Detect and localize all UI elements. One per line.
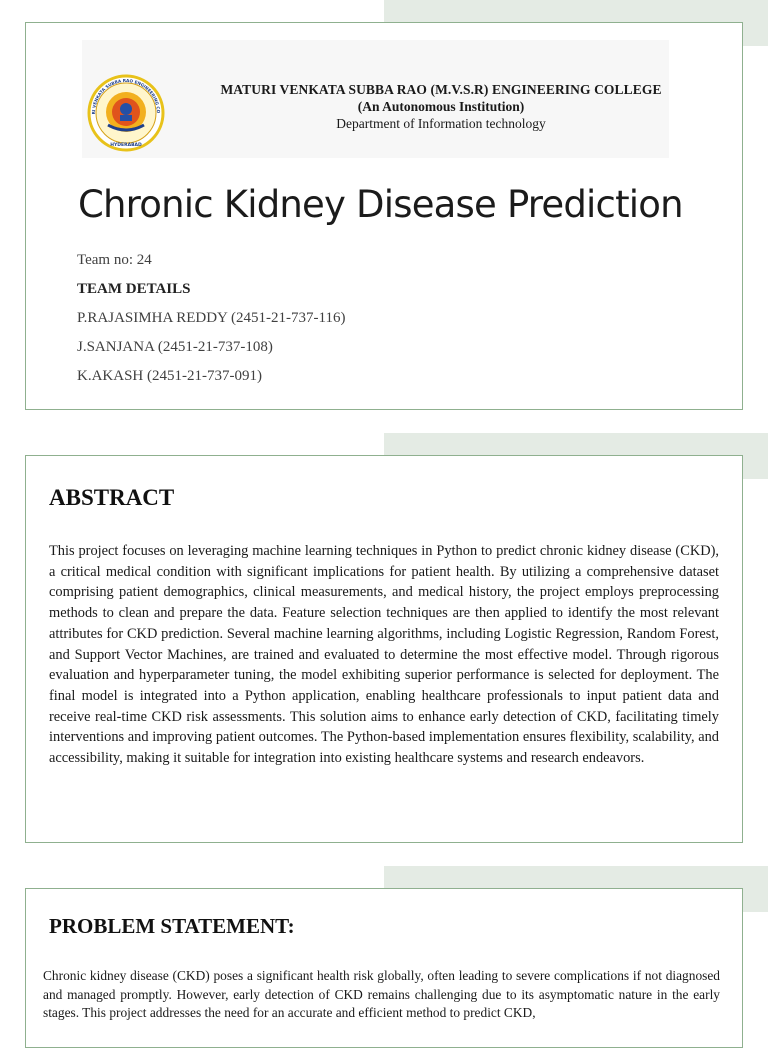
abstract-heading: ABSTRACT xyxy=(49,485,175,510)
team-details-label: TEAM DETAILS xyxy=(77,281,191,297)
college-logo-icon xyxy=(86,73,166,153)
logo-bottom-text: HYDERABAD xyxy=(110,143,142,148)
problem-statement-body: Chronic kidney disease (CKD) poses a significant health risk globally, often leading to severe complications if not diagnosed and managed promptly. However, early detection of CKD remains challenging due to its asymptomatic nature in the early stages. This project addresses the need for an accurate and efficient method to predict CKD, xyxy=(43,968,720,1020)
title-slide xyxy=(25,22,743,410)
team-number: Team no: 24 xyxy=(77,252,152,268)
abstract-body: This project focuses on leveraging machine learning techniques in Python to predict chronic kidney disease (CKD), a critical medical condition with significant implications for patient health. By utilizing a comprehensive dataset comprising patient demographics, clinical measurements, and medical history, the project employs preprocessing methods to clean and prepare the data. Feature selection techniques are then applied to identify the most relevant attributes for CKD prediction. Several machine learning algorithms, including Logistic Regression, Random Forest, and Support Vector Machines, are trained and evaluated to determine the most effective model. Through rigorous evaluation and hyperparameter tuning, the model exhibiting superior performance is selected for deployment. The final model is integrated into a Python application, enabling healthcare professionals to input patient data and receive real-time CKD risk assessments. This solution aims to enhance early detection of CKD, facilitating timely interventions and improving patient outcomes. The Python-based implementation ensures flexibility, scalability, and accessibility, making it suitable for integration into existing healthcare systems and research endeavors. xyxy=(49,543,719,767)
team-member-3: K.AKASH (2451-21-737-091) xyxy=(77,368,262,384)
logo-top-text: RI VENKATA SUBBA RAO ENGINEERING CO xyxy=(90,77,162,115)
team-member-2: J.SANJANA (2451-21-737-108) xyxy=(77,339,273,355)
abstract-slide xyxy=(25,455,743,843)
problem-statement-heading: PROBLEM STATEMENT: xyxy=(49,914,295,938)
problem-statement-slide xyxy=(25,888,743,1048)
college-info xyxy=(201,81,681,132)
team-member-1: P.RAJASIMHA REDDY (2451-21-737-116) xyxy=(77,310,346,326)
college-name: MATURI VENKATA SUBBA RAO (M.V.S.R) ENGINEERING COLLEGE xyxy=(220,82,662,97)
autonomous-label: (An Autonomous Institution) xyxy=(357,99,525,114)
department-label: Department of Information technology xyxy=(336,116,546,131)
presentation-title: Chronic Kidney Disease Prediction xyxy=(78,183,683,226)
